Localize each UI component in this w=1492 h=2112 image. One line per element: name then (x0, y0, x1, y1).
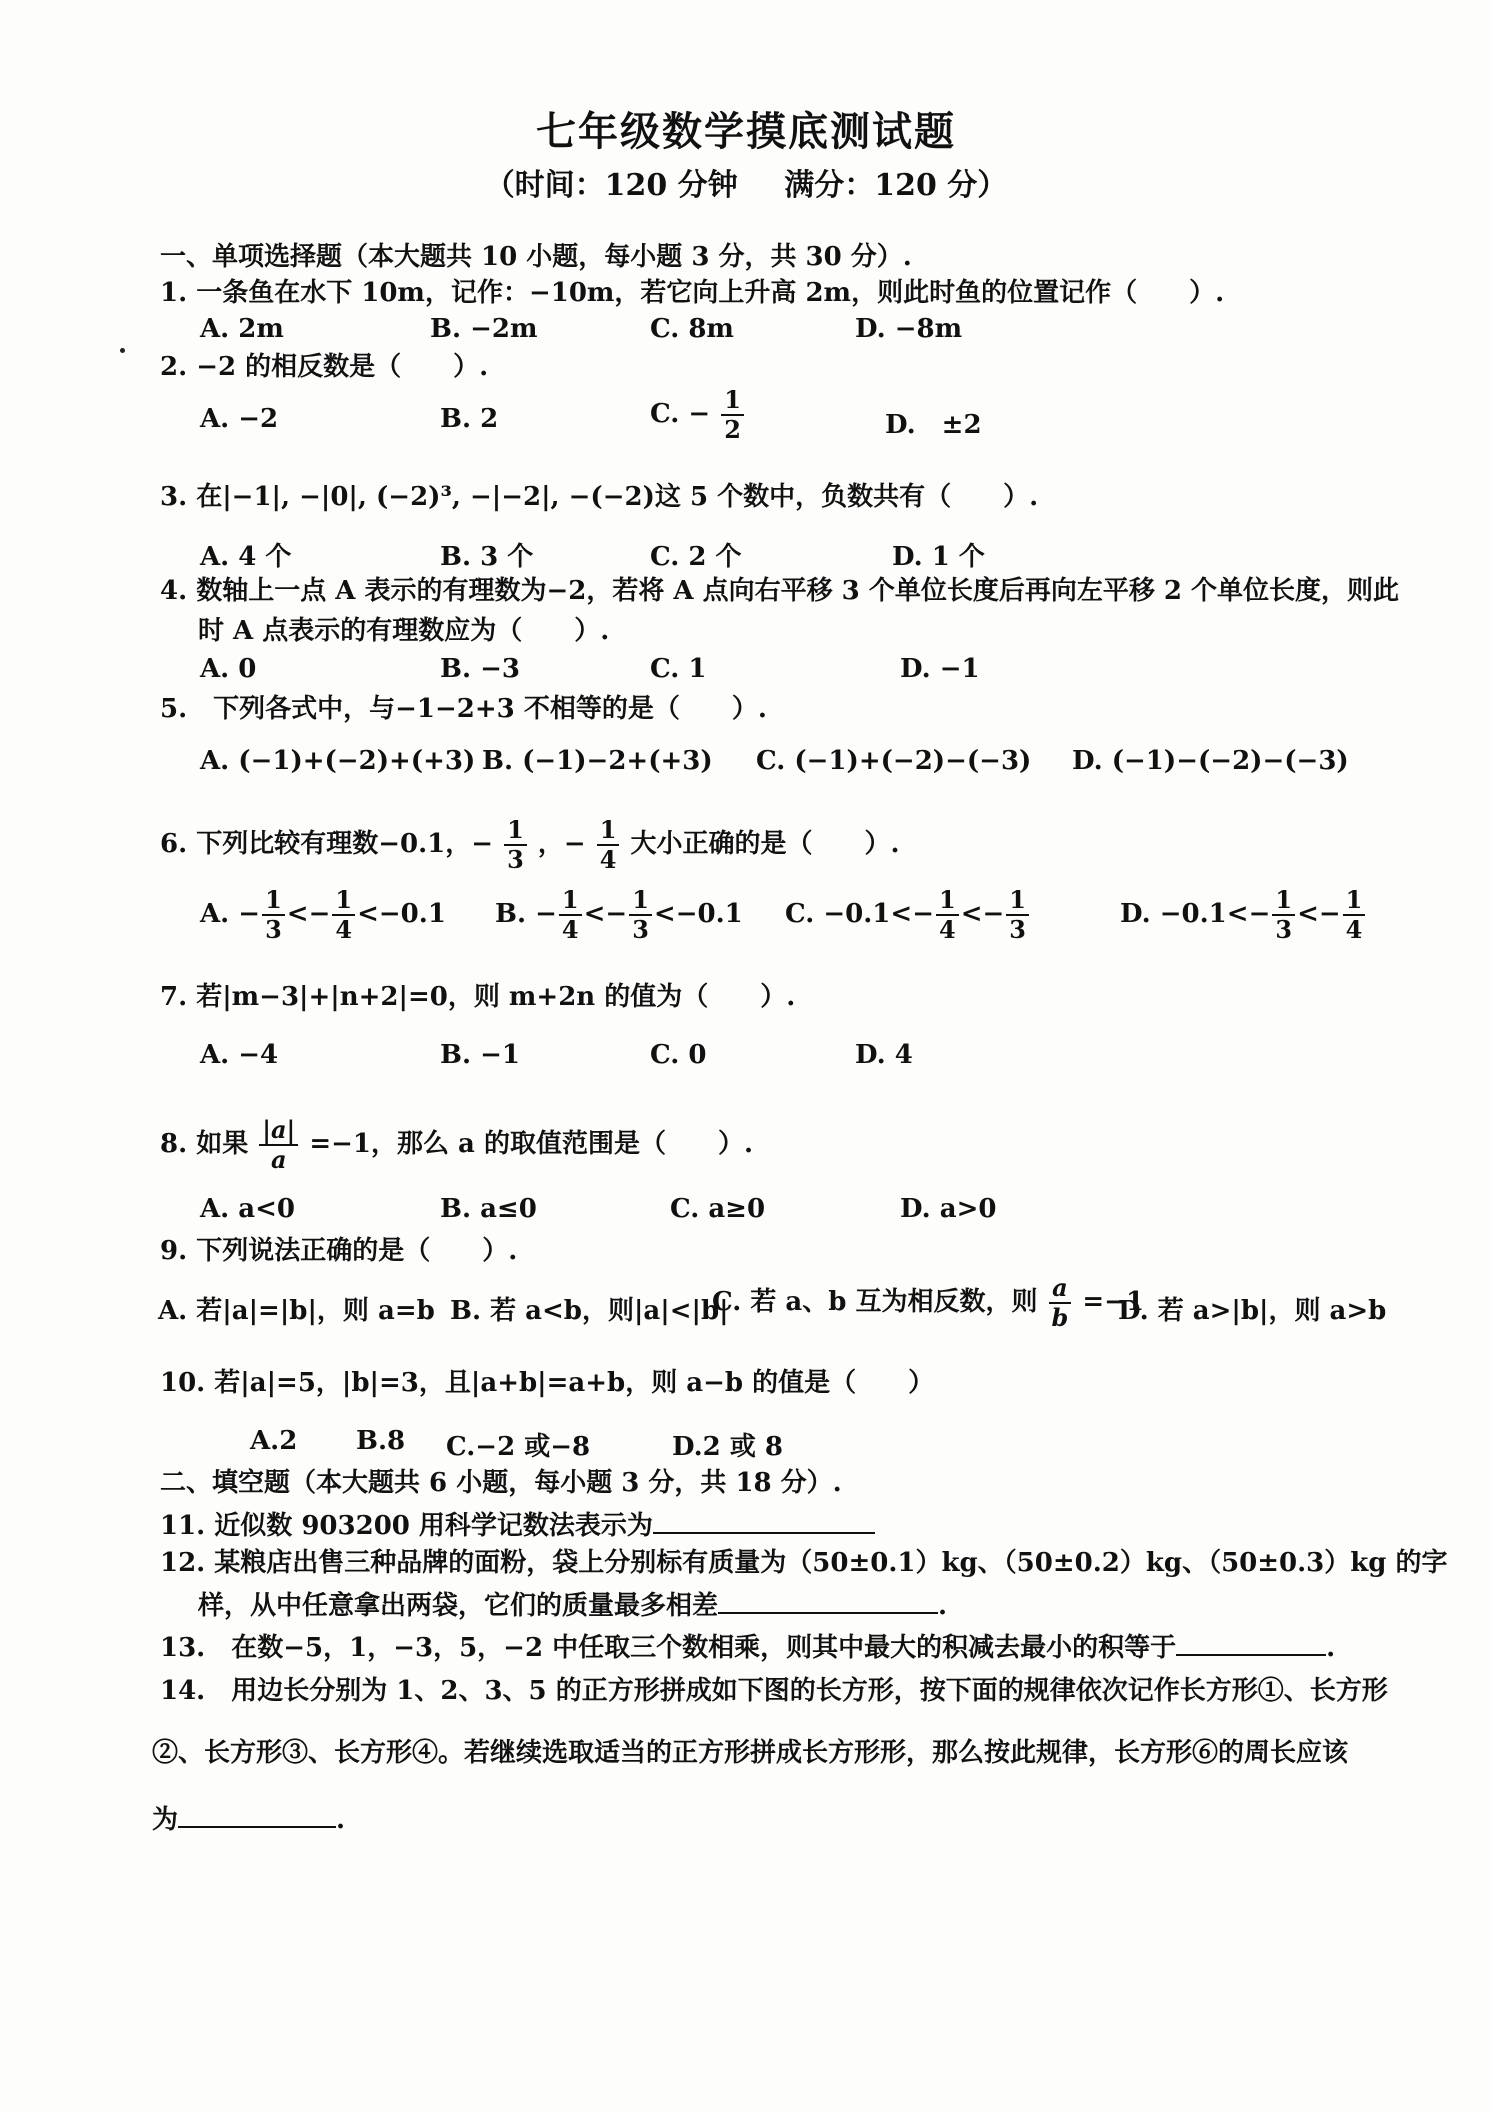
q2-option-b: B. 2 (440, 404, 499, 434)
q5-option-b: B. (−1)−2+(+3) (482, 746, 713, 776)
question-7: 7. 若|m−3|+|n+2|=0，则 m+2n 的值为（ ）. (160, 982, 796, 1012)
fraction-numerator: 1 (559, 888, 582, 916)
q9-option-c-fraction (1049, 1273, 1072, 1332)
q1-option-b: B. −2m (430, 314, 538, 344)
question-12-line-1: 12. 某粮店出售三种品牌的面粉，袋上分别标有质量为（50±0.1）kg、（50±0.2）kg、（50±0.3）kg 的字 (160, 1548, 1448, 1578)
neg-sign: − (1248, 899, 1271, 929)
fraction-denominator: 4 (335, 915, 353, 944)
q14-text: 为 (152, 1805, 179, 1835)
q12-answer-blank[interactable] (718, 1586, 938, 1614)
fraction-denominator: 4 (561, 915, 579, 944)
option-letter: C. (785, 899, 815, 929)
q6-option-a (200, 885, 446, 944)
neg-sign: − (535, 899, 557, 929)
q10-option-b: B.8 (356, 1426, 406, 1456)
fraction-denominator: b (1051, 1303, 1069, 1332)
q2-option-c (650, 385, 746, 444)
q6-suffix: 大小正确的是（ ）. (630, 829, 900, 859)
q8-option-b: B. a≤0 (440, 1194, 537, 1224)
q3-option-c: C. 2 个 (650, 542, 742, 572)
q6-fraction-one-third (504, 815, 527, 874)
q9-option-b: B. 若 a<b，则|a|<|b| (450, 1296, 729, 1326)
q6-option-b (495, 885, 743, 944)
fraction-numerator: 1 (1343, 888, 1366, 916)
section-2-heading: 二、填空题（本大题共 6 小题，每小题 3 分，共 18 分）. (160, 1468, 842, 1498)
fraction-denominator: 3 (265, 915, 282, 944)
neg-sign: − (982, 899, 1005, 929)
q5-option-d: D. (−1)−(−2)−(−3) (1072, 746, 1349, 776)
fraction-numerator: 1 (504, 818, 527, 846)
neg-sign: − (1318, 899, 1341, 929)
fraction-numerator: 1 (332, 888, 355, 916)
fraction-denominator: 3 (507, 845, 524, 874)
fraction (332, 885, 355, 944)
fraction (1272, 885, 1295, 944)
question-12-line-2 (198, 1586, 947, 1623)
q9-option-d: D. 若 a>|b|，则 a>b (1118, 1296, 1387, 1326)
value: −0.1 (1159, 899, 1227, 929)
q6-prefix: 6. 下列比较有理数−0.1，− (160, 829, 493, 859)
q10-option-a: A.2 (250, 1426, 298, 1456)
option-letter: D. (1120, 899, 1151, 929)
value: −0.1 (378, 899, 446, 929)
fraction-denominator: 4 (1345, 915, 1363, 944)
q4-option-b: B. −3 (440, 654, 520, 684)
question-6 (160, 815, 900, 874)
neg-sign: − (308, 899, 331, 929)
neg-sign: − (605, 899, 628, 929)
fraction-numerator: 1 (936, 888, 959, 916)
neg-sign: − (238, 899, 261, 929)
fraction-denominator: 4 (938, 915, 956, 944)
q7-option-d: D. 4 (855, 1040, 913, 1070)
q8-suffix: =−1，那么 a 的取值范围是（ ）. (309, 1129, 754, 1159)
q14-period: . (336, 1805, 346, 1835)
fraction-numerator: 1 (1006, 888, 1029, 916)
question-9: 9. 下列说法正确的是（ ）. (160, 1236, 518, 1266)
less-than-sign: < (890, 899, 913, 929)
q12-text: 样，从中任意拿出两袋，它们的质量最多相差 (198, 1591, 719, 1621)
fraction-numerator: |a| (259, 1118, 298, 1146)
fraction-numerator: 1 (262, 888, 285, 916)
q6-option-d (1120, 885, 1367, 944)
q10-option-d: D.2 或 8 (672, 1432, 783, 1462)
q1-option-d: D. −8m (855, 314, 963, 344)
q3-option-a: A. 4 个 (200, 542, 292, 572)
fraction-denominator: 3 (1009, 915, 1026, 944)
fraction (559, 885, 582, 944)
value: −0.1 (823, 899, 891, 929)
less-than-sign: < (1226, 899, 1249, 929)
less-than-sign: < (960, 899, 983, 929)
q6-middle: ，− (537, 829, 586, 859)
less-than-sign: < (286, 899, 309, 929)
fraction-denominator: a (270, 1145, 287, 1174)
q2-option-d: D. ±2 (885, 410, 982, 440)
q5-option-a: A. (−1)+(−2)+(+3) (200, 746, 476, 776)
question-3: 3. 在|−1|, −|0|, (−2)³, −|−2|, −(−2)这 5 个数中，负数共有（ ）. (160, 482, 1039, 512)
q14-answer-blank[interactable] (178, 1800, 336, 1828)
question-4-line-1: 4. 数轴上一点 A 表示的有理数为−2，若将 A 点向右平移 3 个单位长度后再向左平移 2 个单位长度，则此 (160, 576, 1400, 606)
question-5: 5. 下列各式中，与−1−2+3 不相等的是（ ）. (160, 694, 767, 724)
option-letter: B. (495, 899, 527, 929)
q13-text: 13. 在数−5，1，−3，5，−2 中任取三个数相乘，则其中最大的积减去最小的积等于 (160, 1633, 1177, 1663)
value: −0.1 (675, 899, 743, 929)
q2-option-a: A. −2 (200, 404, 279, 434)
question-11 (160, 1506, 875, 1543)
question-14-line-3 (152, 1800, 345, 1837)
exam-subtitle (0, 160, 1492, 204)
q4-option-a: A. 0 (200, 654, 257, 684)
q8-fraction (259, 1115, 298, 1174)
q2-option-c-fraction (721, 385, 744, 444)
q7-option-c: C. 0 (650, 1040, 707, 1070)
fraction-numerator: a (1049, 1276, 1071, 1304)
question-4-line-2: 时 A 点表示的有理数应为（ ）. (198, 616, 610, 646)
question-10: 10. 若|a|=5，|b|=3，且|a+b|=a+b，则 a−b 的值是（ ） (160, 1368, 935, 1398)
q13-answer-blank[interactable] (1176, 1628, 1326, 1656)
q1-option-a: A. 2m (200, 314, 284, 344)
q8-prefix: 8. 如果 (160, 1129, 249, 1159)
q3-option-d: D. 1 个 (892, 542, 985, 572)
fraction-numerator: 1 (629, 888, 652, 916)
stray-dot (120, 348, 125, 353)
fraction-denominator: 4 (599, 845, 617, 874)
q9-option-a: A. 若|a|=|b|，则 a=b (158, 1296, 435, 1326)
question-8 (160, 1115, 754, 1174)
fraction-denominator: 3 (1275, 915, 1293, 944)
q10-option-c: C.−2 或−8 (446, 1432, 591, 1462)
exam-time: （时间：120 分钟 (484, 168, 738, 203)
q3-option-b: B. 3 个 (440, 542, 534, 572)
q7-option-a: A. −4 (200, 1040, 279, 1070)
fraction (629, 885, 652, 944)
q9-option-c-suffix: =−1 (1082, 1287, 1145, 1317)
q6-fraction-one-fourth (597, 815, 620, 874)
fraction-numerator: 1 (597, 818, 620, 846)
question-1: 1. 一条鱼在水下 10m，记作：−10m，若它向上升高 2m，则此时鱼的位置记作（ ）. (160, 278, 1225, 308)
q12-period: . (938, 1591, 948, 1621)
q7-option-b: B. −1 (440, 1040, 520, 1070)
fraction (1006, 885, 1029, 944)
q9-option-c-prefix: C. 若 a、b 互为相反数，则 (712, 1287, 1038, 1317)
q11-answer-blank[interactable] (653, 1506, 875, 1534)
fraction (1343, 885, 1366, 944)
exam-title: 七年级数学摸底测试题 (536, 108, 956, 155)
question-14-line-2: ②、长方形③、长方形④。若继续选取适当的正方形拼成长方形形，那么按此规律，长方形⑥的周长应该 (152, 1738, 1349, 1768)
less-than-sign: < (653, 899, 676, 929)
question-2: 2. −2 的相反数是（ ）. (160, 352, 489, 382)
q4-option-d: D. −1 (900, 654, 980, 684)
q8-option-d: D. a>0 (900, 1194, 997, 1224)
fraction-numerator: 1 (721, 388, 744, 416)
fraction (262, 885, 285, 944)
less-than-sign: < (357, 899, 379, 929)
question-13 (160, 1628, 1335, 1665)
q6-option-c (785, 885, 1031, 944)
fraction-denominator: 3 (632, 915, 649, 944)
q1-option-c: C. 8m (650, 314, 734, 344)
less-than-sign: < (583, 899, 606, 929)
q9-option-c (712, 1273, 1145, 1332)
fraction-numerator: 1 (1272, 888, 1295, 916)
section-1-heading: 一、单项选择题（本大题共 10 小题，每小题 3 分，共 30 分）. (160, 242, 912, 272)
q8-option-a: A. a<0 (200, 1194, 295, 1224)
fraction-denominator: 2 (724, 415, 741, 444)
fraction (936, 885, 959, 944)
q2-option-c-prefix: C. − (650, 399, 711, 429)
q8-option-c: C. a≥0 (670, 1194, 766, 1224)
q5-option-c: C. (−1)+(−2)−(−3) (756, 746, 1032, 776)
q4-option-c: C. 1 (650, 654, 707, 684)
less-than-sign: < (1297, 899, 1319, 929)
neg-sign: − (912, 899, 934, 929)
q11-text: 11. 近似数 903200 用科学记数法表示为 (160, 1511, 653, 1541)
option-letter: A. (200, 899, 230, 929)
exam-score: 满分：120 分） (784, 168, 1008, 203)
q13-period: . (1326, 1633, 1336, 1663)
question-14-line-1: 14. 用边长分别为 1、2、3、5 的正方形拼成如下图的长方形，按下面的规律依次记作长方形①、长方形 (160, 1676, 1388, 1706)
